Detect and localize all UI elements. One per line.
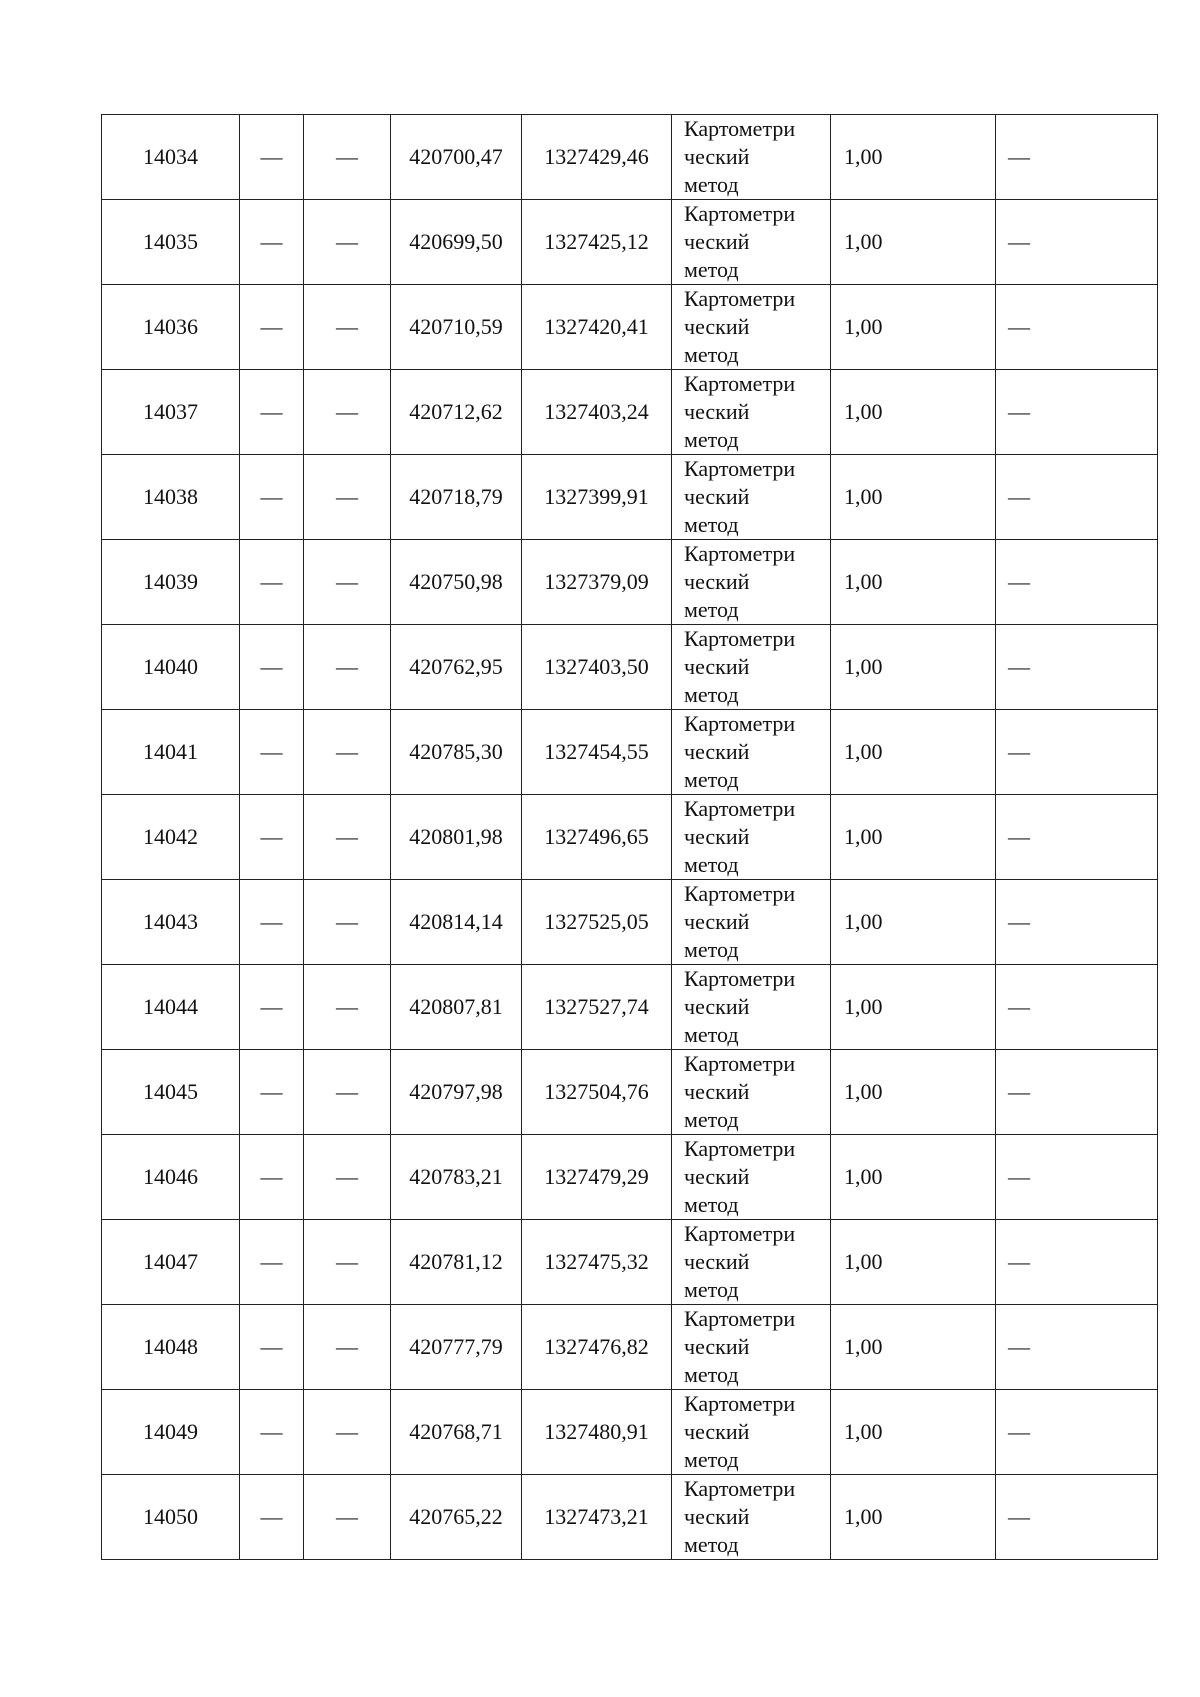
empty-dash-text: — xyxy=(1008,1164,1030,1189)
point-number-cell xyxy=(102,795,240,880)
empty-dash-cell xyxy=(304,1220,391,1305)
empty-dash-cell xyxy=(240,455,304,540)
table-row xyxy=(102,1050,1158,1135)
coordinate-y-text: 1327403,24 xyxy=(544,399,649,424)
coordinate-x-cell xyxy=(391,880,522,965)
empty-dash-cell xyxy=(996,880,1158,965)
coordinate-y-text: 1327429,46 xyxy=(544,144,649,169)
method-cell xyxy=(672,1305,831,1390)
method-text: Картометри ческий метод xyxy=(684,201,796,282)
empty-dash-cell xyxy=(304,795,391,880)
accuracy-text: 1,00 xyxy=(844,229,883,254)
empty-dash-cell xyxy=(996,540,1158,625)
table-row xyxy=(102,795,1158,880)
table-row xyxy=(102,540,1158,625)
coordinate-x-cell xyxy=(391,200,522,285)
coordinate-y-cell xyxy=(522,1305,672,1390)
coordinate-y-cell xyxy=(522,455,672,540)
empty-dash-text: — xyxy=(336,144,358,169)
table-row xyxy=(102,455,1158,540)
empty-dash-text: — xyxy=(260,314,283,339)
method-text: Картометри ческий метод xyxy=(684,541,796,622)
point-number-text: 14043 xyxy=(143,909,198,934)
coordinate-x-text: 420783,21 xyxy=(409,1164,503,1189)
point-number-text: 14044 xyxy=(143,994,198,1019)
accuracy-text: 1,00 xyxy=(844,1164,883,1189)
empty-dash-cell xyxy=(304,625,391,710)
point-number-text: 14048 xyxy=(143,1334,198,1359)
point-number-text: 14049 xyxy=(143,1419,198,1444)
empty-dash-text: — xyxy=(336,1164,358,1189)
empty-dash-cell xyxy=(996,965,1158,1050)
method-text: Картометри ческий метод xyxy=(684,1221,796,1302)
empty-dash-text: — xyxy=(1008,569,1030,594)
point-number-cell xyxy=(102,540,240,625)
empty-dash-text: — xyxy=(336,1249,358,1274)
empty-dash-cell xyxy=(304,1135,391,1220)
accuracy-text: 1,00 xyxy=(844,569,883,594)
empty-dash-cell xyxy=(304,1390,391,1475)
empty-dash-text: — xyxy=(1008,909,1030,934)
empty-dash-text: — xyxy=(1008,1334,1030,1359)
empty-dash-text: — xyxy=(1008,654,1030,679)
table-body xyxy=(102,115,1158,1560)
empty-dash-text: — xyxy=(260,1164,283,1189)
accuracy-cell xyxy=(831,455,996,540)
coordinate-x-text: 420781,12 xyxy=(409,1249,503,1274)
method-text: Картометри ческий метод xyxy=(684,286,796,367)
method-text: Картометри ческий метод xyxy=(684,711,796,792)
table-row xyxy=(102,1305,1158,1390)
empty-dash-text: — xyxy=(1008,1419,1030,1444)
point-number-cell xyxy=(102,965,240,1050)
point-number-cell xyxy=(102,1050,240,1135)
empty-dash-text: — xyxy=(260,1419,283,1444)
coordinate-x-cell xyxy=(391,285,522,370)
empty-dash-text: — xyxy=(336,1504,358,1529)
empty-dash-cell xyxy=(304,370,391,455)
table-row xyxy=(102,965,1158,1050)
empty-dash-cell xyxy=(996,1220,1158,1305)
empty-dash-text: — xyxy=(336,824,358,849)
accuracy-cell xyxy=(831,115,996,200)
point-number-cell xyxy=(102,880,240,965)
empty-dash-text: — xyxy=(1008,1504,1030,1529)
coordinate-y-text: 1327504,76 xyxy=(544,1079,649,1104)
accuracy-text: 1,00 xyxy=(844,1334,883,1359)
coordinate-y-text: 1327473,21 xyxy=(544,1504,649,1529)
method-cell xyxy=(672,1475,831,1560)
table-row xyxy=(102,880,1158,965)
empty-dash-cell xyxy=(304,880,391,965)
point-number-text: 14034 xyxy=(143,144,198,169)
empty-dash-text: — xyxy=(260,994,283,1019)
coordinate-y-text: 1327475,32 xyxy=(544,1249,649,1274)
coordinate-x-cell xyxy=(391,795,522,880)
method-cell xyxy=(672,795,831,880)
method-cell xyxy=(672,965,831,1050)
coordinate-y-cell xyxy=(522,1390,672,1475)
coordinate-y-cell xyxy=(522,285,672,370)
coordinate-x-text: 420777,79 xyxy=(409,1334,503,1359)
empty-dash-text: — xyxy=(336,399,358,424)
empty-dash-cell xyxy=(304,1050,391,1135)
empty-dash-cell xyxy=(996,455,1158,540)
empty-dash-text: — xyxy=(1008,1079,1030,1104)
coordinate-y-text: 1327379,09 xyxy=(544,569,649,594)
coordinate-x-text: 420718,79 xyxy=(409,484,503,509)
table-row xyxy=(102,370,1158,455)
coordinate-y-cell xyxy=(522,1475,672,1560)
method-cell xyxy=(672,1390,831,1475)
empty-dash-cell xyxy=(240,370,304,455)
coordinate-y-text: 1327527,74 xyxy=(544,994,649,1019)
point-number-text: 14047 xyxy=(143,1249,198,1274)
table-row xyxy=(102,115,1158,200)
empty-dash-text: — xyxy=(1008,994,1030,1019)
empty-dash-text: — xyxy=(1008,229,1030,254)
accuracy-text: 1,00 xyxy=(844,399,883,424)
empty-dash-cell xyxy=(304,285,391,370)
coordinate-x-cell xyxy=(391,965,522,1050)
coordinate-y-text: 1327480,91 xyxy=(544,1419,649,1444)
accuracy-text: 1,00 xyxy=(844,824,883,849)
coordinate-x-cell xyxy=(391,115,522,200)
method-text: Картометри ческий метод xyxy=(684,1476,796,1557)
table-row xyxy=(102,200,1158,285)
point-number-cell xyxy=(102,1475,240,1560)
method-cell xyxy=(672,540,831,625)
coordinate-x-text: 420762,95 xyxy=(409,654,503,679)
point-number-text: 14038 xyxy=(143,484,198,509)
empty-dash-cell xyxy=(240,285,304,370)
accuracy-text: 1,00 xyxy=(844,654,883,679)
empty-dash-cell xyxy=(240,795,304,880)
table-row xyxy=(102,1220,1158,1305)
accuracy-cell xyxy=(831,1305,996,1390)
method-text: Картометри ческий метод xyxy=(684,1136,796,1217)
method-cell xyxy=(672,455,831,540)
coordinate-x-cell xyxy=(391,1475,522,1560)
method-text: Картометри ческий метод xyxy=(684,1051,796,1132)
point-number-cell xyxy=(102,115,240,200)
empty-dash-text: — xyxy=(336,569,358,594)
coordinate-y-text: 1327399,91 xyxy=(544,484,649,509)
coordinate-y-cell xyxy=(522,965,672,1050)
empty-dash-text: — xyxy=(1008,484,1030,509)
accuracy-text: 1,00 xyxy=(844,484,883,509)
empty-dash-cell xyxy=(240,880,304,965)
method-cell xyxy=(672,710,831,795)
empty-dash-text: — xyxy=(260,739,283,764)
accuracy-cell xyxy=(831,1220,996,1305)
point-number-text: 14040 xyxy=(143,654,198,679)
empty-dash-text: — xyxy=(260,1079,283,1104)
accuracy-cell xyxy=(831,1135,996,1220)
coordinate-x-text: 420700,47 xyxy=(409,144,503,169)
coordinate-x-text: 420768,71 xyxy=(409,1419,503,1444)
empty-dash-cell xyxy=(996,1475,1158,1560)
coordinate-x-cell xyxy=(391,1050,522,1135)
point-number-cell xyxy=(102,710,240,795)
method-cell xyxy=(672,1050,831,1135)
point-number-text: 14050 xyxy=(143,1504,198,1529)
empty-dash-cell xyxy=(240,1475,304,1560)
accuracy-text: 1,00 xyxy=(844,314,883,339)
accuracy-cell xyxy=(831,370,996,455)
empty-dash-cell xyxy=(240,710,304,795)
empty-dash-cell xyxy=(996,370,1158,455)
empty-dash-cell xyxy=(240,1390,304,1475)
coordinate-y-text: 1327403,50 xyxy=(544,654,649,679)
coordinate-x-text: 420710,59 xyxy=(409,314,503,339)
empty-dash-text: — xyxy=(336,484,358,509)
empty-dash-text: — xyxy=(336,654,358,679)
empty-dash-cell xyxy=(240,1220,304,1305)
point-number-text: 14041 xyxy=(143,739,198,764)
point-number-text: 14035 xyxy=(143,229,198,254)
point-number-cell xyxy=(102,285,240,370)
empty-dash-cell xyxy=(240,540,304,625)
empty-dash-text: — xyxy=(1008,399,1030,424)
empty-dash-cell xyxy=(240,625,304,710)
accuracy-cell xyxy=(831,965,996,1050)
accuracy-cell xyxy=(831,795,996,880)
empty-dash-cell xyxy=(304,710,391,795)
empty-dash-cell xyxy=(240,1135,304,1220)
point-number-cell xyxy=(102,625,240,710)
empty-dash-cell xyxy=(996,795,1158,880)
method-text: Картометри ческий метод xyxy=(684,626,796,707)
method-text: Картометри ческий метод xyxy=(684,116,796,197)
coordinate-y-cell xyxy=(522,1220,672,1305)
accuracy-cell xyxy=(831,1050,996,1135)
accuracy-text: 1,00 xyxy=(844,144,883,169)
accuracy-text: 1,00 xyxy=(844,1504,883,1529)
point-number-text: 14046 xyxy=(143,1164,198,1189)
empty-dash-cell xyxy=(996,200,1158,285)
empty-dash-cell xyxy=(304,200,391,285)
empty-dash-text: — xyxy=(1008,314,1030,339)
coordinate-y-cell xyxy=(522,795,672,880)
accuracy-text: 1,00 xyxy=(844,909,883,934)
accuracy-cell xyxy=(831,1475,996,1560)
coordinate-y-cell xyxy=(522,1050,672,1135)
coordinate-y-cell xyxy=(522,1135,672,1220)
coordinate-x-cell xyxy=(391,625,522,710)
table-row xyxy=(102,625,1158,710)
accuracy-text: 1,00 xyxy=(844,994,883,1019)
empty-dash-cell xyxy=(240,1305,304,1390)
method-text: Картометри ческий метод xyxy=(684,1306,796,1387)
empty-dash-cell xyxy=(304,115,391,200)
point-number-text: 14045 xyxy=(143,1079,198,1104)
accuracy-text: 1,00 xyxy=(844,1079,883,1104)
coordinate-x-text: 420750,98 xyxy=(409,569,503,594)
empty-dash-text: — xyxy=(260,399,283,424)
empty-dash-text: — xyxy=(260,144,283,169)
coordinate-x-cell xyxy=(391,1220,522,1305)
method-text: Картометри ческий метод xyxy=(684,796,796,877)
coordinate-y-text: 1327525,05 xyxy=(544,909,649,934)
empty-dash-text: — xyxy=(336,1419,358,1444)
coordinate-y-cell xyxy=(522,710,672,795)
accuracy-text: 1,00 xyxy=(844,1419,883,1444)
empty-dash-text: — xyxy=(260,1249,283,1274)
empty-dash-text: — xyxy=(260,654,283,679)
method-cell xyxy=(672,625,831,710)
empty-dash-cell xyxy=(304,965,391,1050)
coordinate-y-text: 1327496,65 xyxy=(544,824,649,849)
table-row xyxy=(102,1135,1158,1220)
empty-dash-text: — xyxy=(1008,824,1030,849)
coordinate-y-cell xyxy=(522,115,672,200)
point-number-cell xyxy=(102,1135,240,1220)
coordinate-y-cell xyxy=(522,880,672,965)
method-text: Картометри ческий метод xyxy=(684,881,796,962)
empty-dash-cell xyxy=(240,115,304,200)
coordinate-y-text: 1327425,12 xyxy=(544,229,649,254)
point-number-text: 14042 xyxy=(143,824,198,849)
coordinate-y-text: 1327454,55 xyxy=(544,739,649,764)
coordinate-x-text: 420699,50 xyxy=(409,229,503,254)
empty-dash-text: — xyxy=(1008,1249,1030,1274)
coordinate-x-cell xyxy=(391,370,522,455)
method-cell xyxy=(672,370,831,455)
empty-dash-text: — xyxy=(336,229,358,254)
coordinate-x-text: 420765,22 xyxy=(409,1504,503,1529)
coordinate-x-cell xyxy=(391,1135,522,1220)
empty-dash-cell xyxy=(996,285,1158,370)
empty-dash-text: — xyxy=(336,739,358,764)
empty-dash-text: — xyxy=(260,1334,283,1359)
empty-dash-text: — xyxy=(336,994,358,1019)
accuracy-cell xyxy=(831,1390,996,1475)
point-number-text: 14037 xyxy=(143,399,198,424)
coordinate-x-text: 420785,30 xyxy=(409,739,503,764)
empty-dash-cell xyxy=(240,200,304,285)
method-cell xyxy=(672,1220,831,1305)
method-cell xyxy=(672,200,831,285)
empty-dash-text: — xyxy=(336,1334,358,1359)
empty-dash-cell xyxy=(240,1050,304,1135)
empty-dash-text: — xyxy=(336,909,358,934)
empty-dash-cell xyxy=(304,1305,391,1390)
coordinate-y-cell xyxy=(522,370,672,455)
method-cell xyxy=(672,285,831,370)
empty-dash-text: — xyxy=(260,569,283,594)
point-number-cell xyxy=(102,1390,240,1475)
point-number-text: 14036 xyxy=(143,314,198,339)
table-row xyxy=(102,1475,1158,1560)
coordinate-y-text: 1327420,41 xyxy=(544,314,649,339)
point-number-cell xyxy=(102,370,240,455)
empty-dash-text: — xyxy=(1008,739,1030,764)
coordinate-y-cell xyxy=(522,200,672,285)
coordinate-x-text: 420801,98 xyxy=(409,824,503,849)
accuracy-cell xyxy=(831,880,996,965)
method-cell xyxy=(672,1135,831,1220)
empty-dash-cell xyxy=(996,710,1158,795)
accuracy-text: 1,00 xyxy=(844,739,883,764)
empty-dash-cell xyxy=(996,1305,1158,1390)
coordinate-y-cell xyxy=(522,625,672,710)
coordinate-y-text: 1327479,29 xyxy=(544,1164,649,1189)
table-row xyxy=(102,285,1158,370)
accuracy-cell xyxy=(831,625,996,710)
accuracy-cell xyxy=(831,200,996,285)
coordinate-x-cell xyxy=(391,710,522,795)
accuracy-cell xyxy=(831,710,996,795)
coordinate-x-cell xyxy=(391,540,522,625)
empty-dash-text: — xyxy=(260,229,283,254)
empty-dash-text: — xyxy=(260,484,283,509)
coordinates-table xyxy=(101,114,1158,1560)
empty-dash-cell xyxy=(304,1475,391,1560)
empty-dash-cell xyxy=(304,540,391,625)
method-text: Картометри ческий метод xyxy=(684,966,796,1047)
method-cell xyxy=(672,880,831,965)
table-row xyxy=(102,710,1158,795)
point-number-cell xyxy=(102,200,240,285)
empty-dash-cell xyxy=(996,1135,1158,1220)
empty-dash-cell xyxy=(996,1050,1158,1135)
empty-dash-text: — xyxy=(260,824,283,849)
empty-dash-cell xyxy=(240,965,304,1050)
accuracy-cell xyxy=(831,285,996,370)
empty-dash-text: — xyxy=(260,1504,283,1529)
point-number-cell xyxy=(102,1305,240,1390)
empty-dash-text: — xyxy=(336,314,358,339)
coordinate-x-cell xyxy=(391,1305,522,1390)
coordinate-x-cell xyxy=(391,455,522,540)
empty-dash-cell xyxy=(304,455,391,540)
coordinate-x-text: 420712,62 xyxy=(409,399,503,424)
point-number-cell xyxy=(102,455,240,540)
method-cell xyxy=(672,115,831,200)
accuracy-text: 1,00 xyxy=(844,1249,883,1274)
point-number-text: 14039 xyxy=(143,569,198,594)
accuracy-cell xyxy=(831,540,996,625)
coordinate-x-text: 420814,14 xyxy=(409,909,503,934)
empty-dash-cell xyxy=(996,625,1158,710)
method-text: Картометри ческий метод xyxy=(684,456,796,537)
empty-dash-text: — xyxy=(1008,144,1030,169)
coordinate-y-text: 1327476,82 xyxy=(544,1334,649,1359)
empty-dash-cell xyxy=(996,115,1158,200)
coordinate-x-text: 420807,81 xyxy=(409,994,503,1019)
table-row xyxy=(102,1390,1158,1475)
method-text: Картометри ческий метод xyxy=(684,1391,796,1472)
point-number-cell xyxy=(102,1220,240,1305)
method-text: Картометри ческий метод xyxy=(684,371,796,452)
empty-dash-text: — xyxy=(336,1079,358,1104)
empty-dash-text: — xyxy=(260,909,283,934)
coordinate-x-text: 420797,98 xyxy=(409,1079,503,1104)
coordinate-x-cell xyxy=(391,1390,522,1475)
empty-dash-cell xyxy=(996,1390,1158,1475)
coordinate-y-cell xyxy=(522,540,672,625)
